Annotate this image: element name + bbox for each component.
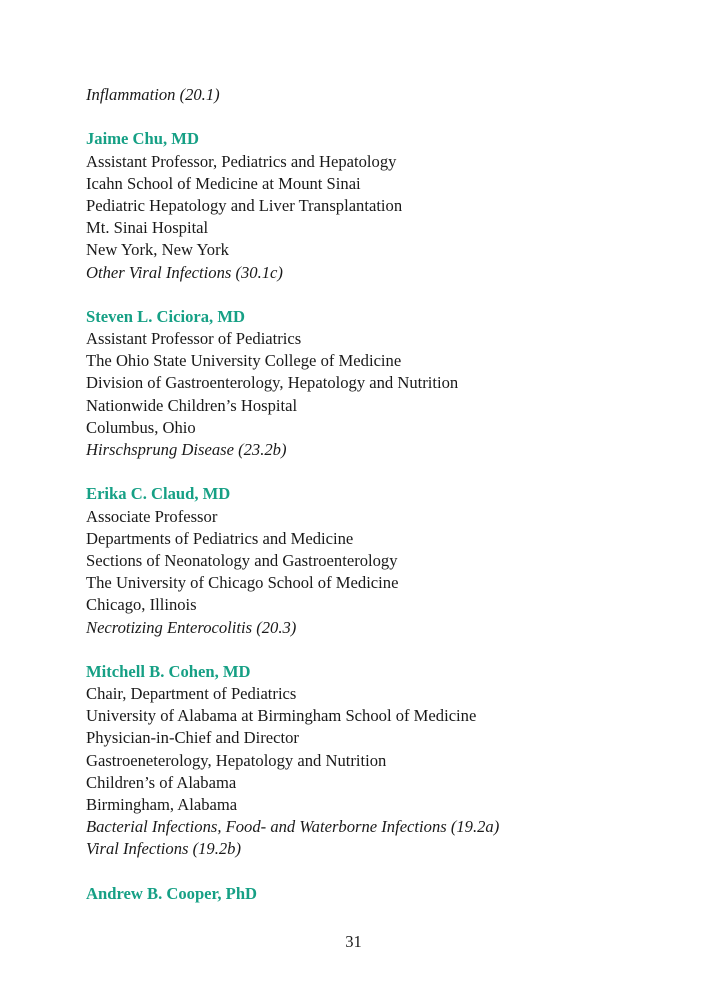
affiliation-line: Assistant Professor of Pediatrics: [86, 329, 302, 349]
affiliation-line: Sections of Neonatology and Gastroenterology: [86, 550, 398, 570]
spacer: [86, 461, 686, 483]
contributor-entry: [86, 483, 686, 638]
affiliation-line: Chair, Department of Pediatrics: [86, 684, 297, 704]
contributor-entry: [86, 883, 686, 905]
contributor-name: Erika C. Claud, MD: [86, 484, 231, 504]
affiliation-line: Pediatric Hepatology and Liver Transplantation: [86, 195, 403, 215]
affiliation-line: Associate Professor: [86, 506, 218, 526]
affiliation-line: The University of Chicago School of Medicine: [86, 573, 399, 593]
affiliation-line: Columbus, Ohio: [86, 417, 196, 437]
page-number: 31: [345, 932, 362, 951]
chapter-topic: Necrotizing Enterocolitis (20.3): [86, 617, 297, 637]
affiliation-line: Assistant Professor, Pediatrics and Hepatology: [86, 151, 397, 171]
contributor-entry: [86, 661, 686, 861]
spacer: [86, 861, 686, 883]
affiliation-line: Chicago, Illinois: [86, 595, 197, 615]
affiliation-line: Departments of Pediatrics and Medicine: [86, 528, 354, 548]
affiliation-line: Nationwide Children’s Hospital: [86, 395, 298, 415]
chapter-topic: Hirschsprung Disease (23.2b): [86, 440, 287, 459]
affiliation-line: Mt. Sinai Hospital: [86, 218, 209, 238]
contributors-list: [86, 84, 686, 905]
contributor-name: Jaime Chu, MD: [86, 129, 199, 149]
affiliation-line: Icahn School of Medicine at Mount Sinai: [86, 173, 361, 193]
contributor-entry: [86, 306, 686, 461]
contributor-name: Mitchell B. Cohen, MD: [86, 661, 251, 681]
affiliation-line: New York, New York: [86, 240, 229, 260]
spacer: [86, 639, 686, 661]
affiliation-line: Children’s of Alabama: [86, 772, 237, 792]
affiliation-line: The Ohio State University College of Medicine: [86, 351, 402, 371]
affiliation-line: University of Alabama at Birmingham School of Medicine: [86, 706, 477, 726]
affiliation-line: Birmingham, Alabama: [86, 795, 238, 814]
chapter-topic: Bacterial Infections, Food- and Waterborne Infections (19.2a): [86, 817, 500, 837]
chapter-topic: Viral Infections (19.2b): [86, 839, 241, 859]
spacer: [86, 106, 686, 128]
contributor-name: Steven L. Ciciora, MD: [86, 306, 245, 326]
affiliation-line: Division of Gastroenterology, Hepatology and Nutrition: [86, 373, 459, 393]
contributor-name: Andrew B. Cooper, PhD: [86, 883, 258, 903]
continued-topic: Inflammation (20.1): [86, 85, 220, 104]
affiliation-line: Gastroeneterology, Hepatology and Nutrition: [86, 750, 387, 770]
affiliation-line: Physician-in-Chief and Director: [86, 728, 299, 748]
contributor-entry: [86, 128, 686, 283]
spacer: [86, 284, 686, 306]
chapter-topic: Other Viral Infections (30.1c): [86, 262, 283, 282]
